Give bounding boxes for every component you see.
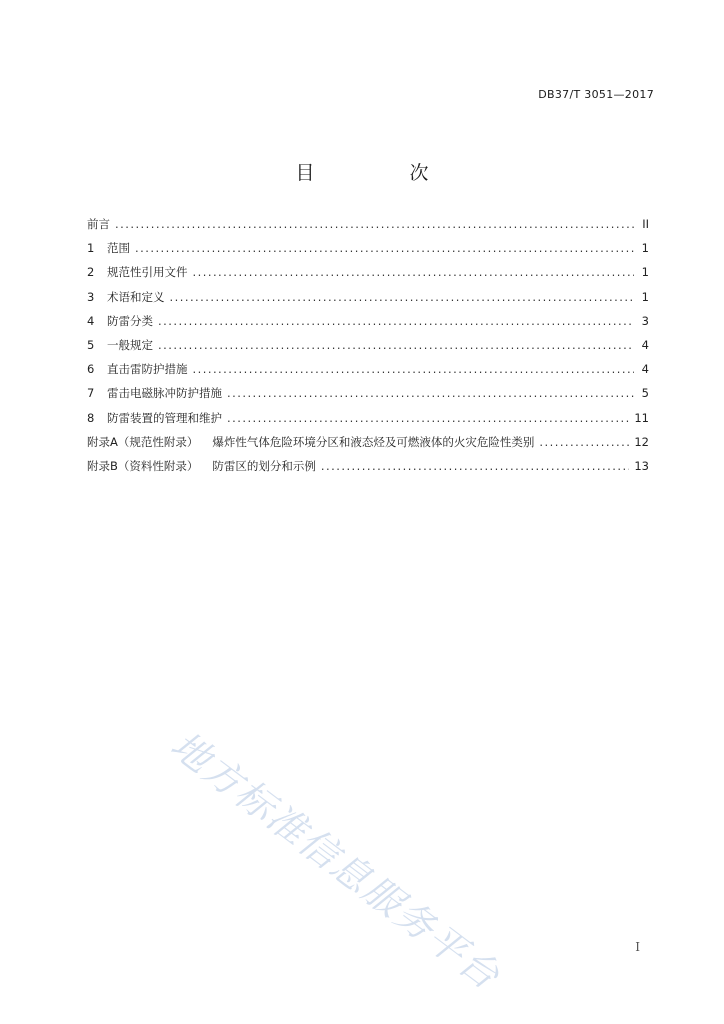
toc-entry-number: 4 — [87, 313, 95, 328]
dot-leader — [158, 314, 634, 328]
dot-leader — [193, 265, 635, 279]
toc-entry-page: II — [642, 217, 649, 231]
toc-entry-label: 范围 — [107, 241, 130, 256]
toc-entry-page: 3 — [641, 313, 649, 328]
toc-entry-label: 防雷分类 — [107, 313, 153, 328]
toc-title: 目 次 — [295, 162, 467, 184]
toc-entry-label: 雷击电磁脉冲防护措施 — [107, 386, 222, 401]
toc-entry-general-provisions[interactable] — [87, 337, 649, 361]
toc-entry-page: 12 — [634, 434, 649, 449]
dot-leader — [539, 435, 629, 449]
toc-entry-page: 1 — [641, 265, 649, 280]
toc-entry-page: 1 — [641, 289, 649, 304]
toc-entry-page: 5 — [641, 386, 649, 401]
toc-entry-label: 爆炸性气体危险环境分区和液态烃及可燃液体的火灾危险性类别 — [212, 434, 535, 449]
toc-entry-terms-definitions[interactable] — [87, 289, 649, 313]
toc-entry-page: 1 — [641, 241, 649, 256]
toc-entry-scope[interactable] — [87, 240, 649, 264]
document-code: DB37/T 3051—2017 — [538, 88, 654, 101]
toc-entry-number: 1 — [87, 241, 95, 256]
toc-entry-label: 一般规定 — [107, 337, 153, 352]
toc-entry-foreword[interactable] — [87, 216, 649, 240]
toc-entry-page: 4 — [641, 337, 649, 352]
toc-entry-label: 防雷区的划分和示例 — [212, 458, 316, 473]
appendix-label: 附录B（资料性附录） — [87, 458, 199, 473]
dot-leader — [158, 338, 634, 352]
dot-leader — [193, 362, 635, 376]
toc-entry-lightning-classification[interactable] — [87, 313, 649, 337]
toc-entry-label: 术语和定义 — [107, 289, 165, 304]
watermark: 地方标准信息服务平台 — [162, 722, 509, 999]
toc-entry-number: 7 — [87, 386, 95, 401]
dot-leader — [135, 241, 634, 255]
toc-entry-page: 11 — [634, 410, 649, 425]
toc-entry-label: 规范性引用文件 — [107, 265, 188, 280]
dot-leader — [227, 386, 634, 400]
page-number: I — [635, 940, 640, 954]
toc-entry-appendix-b[interactable] — [87, 458, 649, 482]
toc-entry-device-maintenance[interactable] — [87, 410, 649, 434]
dot-leader — [321, 459, 629, 473]
toc-entry-page: 13 — [634, 458, 649, 473]
table-of-contents — [87, 216, 649, 482]
toc-entry-appendix-a[interactable] — [87, 434, 649, 458]
toc-entry-number: 8 — [87, 410, 95, 425]
appendix-label: 附录A（规范性附录） — [87, 434, 199, 449]
toc-entry-number: 2 — [87, 265, 95, 280]
toc-entry-number: 3 — [87, 289, 95, 304]
toc-entry-page: 4 — [641, 362, 649, 377]
dot-leader — [227, 411, 629, 425]
toc-entry-number: 5 — [87, 337, 95, 352]
toc-entry-label: 防雷装置的管理和维护 — [107, 410, 222, 425]
toc-entry-direct-strike-protection[interactable] — [87, 361, 649, 385]
toc-entry-normative-references[interactable] — [87, 264, 649, 288]
dot-leader — [115, 217, 634, 231]
toc-entry-lemp-protection[interactable] — [87, 385, 649, 409]
toc-entry-label: 直击雷防护措施 — [107, 362, 188, 377]
toc-entry-number: 6 — [87, 362, 95, 377]
dot-leader — [170, 290, 635, 304]
toc-entry-label: 前言 — [87, 217, 110, 231]
